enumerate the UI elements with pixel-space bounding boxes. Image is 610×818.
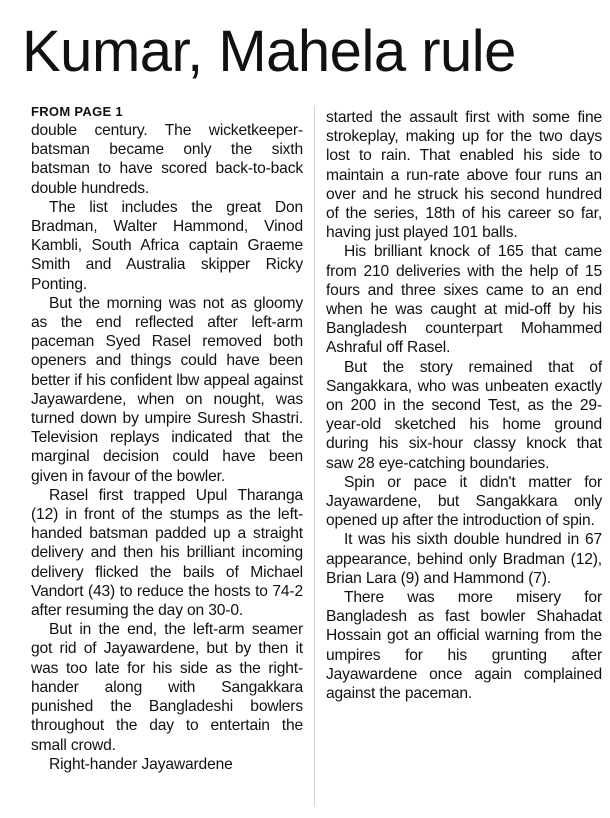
paragraph: But the story remained that of Sangakkara, who was unbeaten exactly on 200 in the second Test, as the 29-year-old sketched his home ground during his six-hour classy knock that saw 28 eye-catching boundaries. xyxy=(326,358,602,472)
paragraph: There was more misery for Bangladesh as fast bowler Shahadat Hossain got an official warning from the umpires for his grunting after Jayawardene once again complained against the paceman. xyxy=(326,589,602,703)
paragraph: Right-hander Jayawardene xyxy=(49,755,233,773)
paragraph: double century. The wicketkeeper-batsman became only the sixth batsman to have scored back-to-back double hundreds. xyxy=(31,122,303,197)
kicker: FROM PAGE 1 xyxy=(31,104,123,119)
paragraph: Rasel first trapped Upul Tharanga (12) in front of the stumps as the left-handed batsman padded up a straight delivery and then his brilliant incoming delivery flicked the bails of Michael Vandort (43) to reduce the hosts to 74-2 after resuming the day on 30-0. xyxy=(31,486,303,620)
column-divider xyxy=(314,106,315,806)
paragraph: His brilliant knock of 165 that came from 210 deliveries with the help of 15 fours and three sixes came to an end when he was caught at mid-off by his Bangladesh counterpart Mohammed Ashraful off Rasel. xyxy=(326,243,602,357)
paragraph: Spin or pace it didn't matter for Jayawardene, but Sangakkara only opened up after the introduction of spin. xyxy=(326,473,602,530)
paragraph: But the morning was not as gloomy as the end reflected after left-arm paceman Syed Rasel removed both openers and things could have been better if his confident lbw appeal against Jayawardene, when on nought, was turned down by umpire Suresh Shastri. Television replays indicated that the marginal decision could have been given in favour of the bowler. xyxy=(31,294,303,485)
left-column xyxy=(31,104,303,774)
paragraph: started the assault first with some fine strokeplay, making up for the two days lost to rain. That enabled his side to maintain a run-rate above four runs an over and he struck his second hundred of the series, 18th of his career so far, having just played 101 balls. xyxy=(326,109,602,242)
paragraph: The list includes the great Don Bradman, Walter Hammond, Vinod Kambli, South Africa captain Graeme Smith and Australia skipper Ricky Ponting. xyxy=(31,198,303,293)
paragraph: It was his sixth double hundred in 67 appearance, behind only Bradman (12), Brian Lara (9) and Hammond (7). xyxy=(326,531,602,587)
paragraph: But in the end, the left-arm seamer got rid of Jayawardene, but by then it was too late for his side as the right-hander along with Sangakkara punished the Bangladeshi bowlers throughout the day to entertain the small crowd. xyxy=(31,621,303,754)
headline: Kumar, Mahela rule xyxy=(22,19,516,84)
right-column xyxy=(326,108,602,703)
